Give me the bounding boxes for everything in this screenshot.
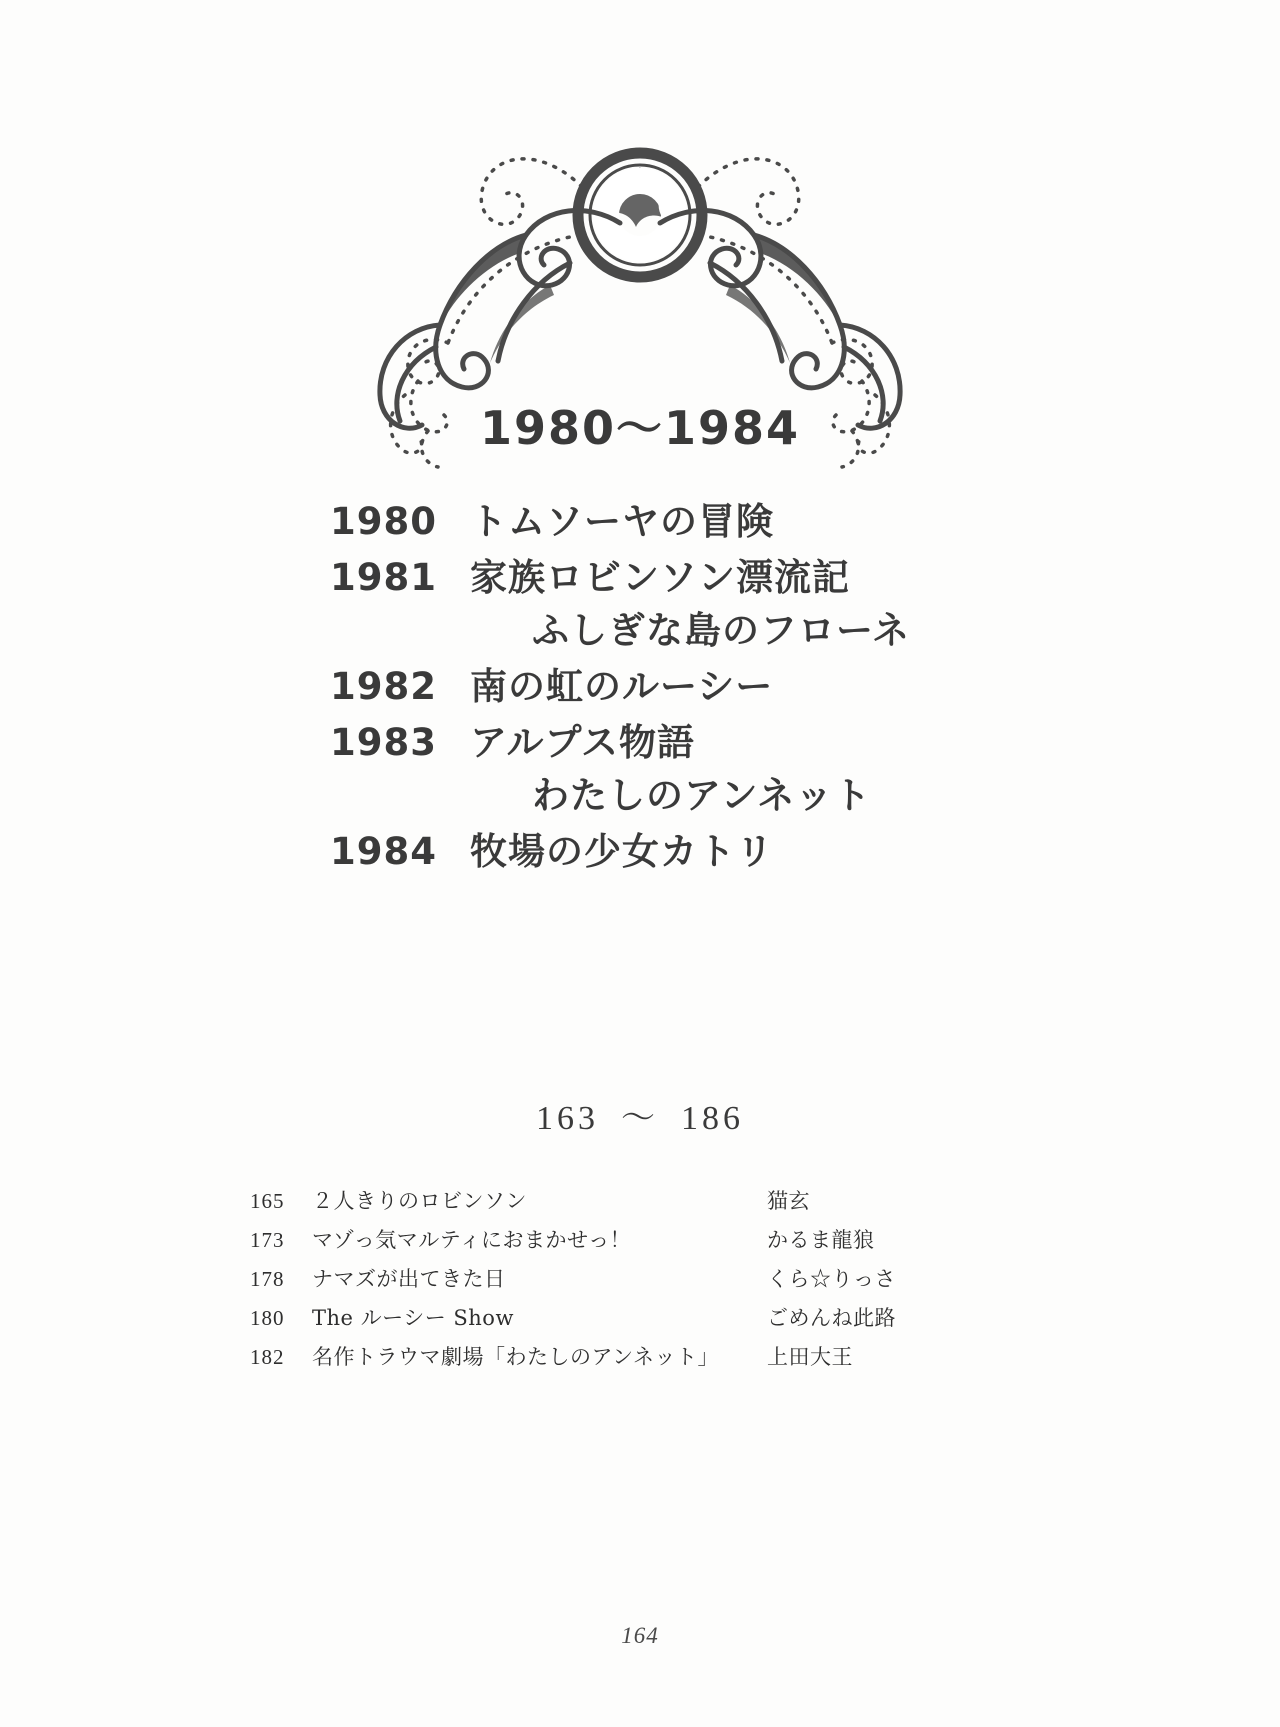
era-title: 1980〜1984 (479, 401, 801, 455)
entry-page-number: 173 (250, 1228, 285, 1252)
entry-title: 名作トラウマ劇場「わたしのアンネット」 (312, 1345, 720, 1369)
entry-author: くら☆りっさ (767, 1267, 896, 1291)
entry-page-number: 178 (250, 1267, 285, 1291)
series-year: 1984 (330, 829, 437, 873)
series-year: 1983 (330, 720, 437, 764)
entry-page-number: 182 (250, 1345, 285, 1369)
series-title: 南の虹のルーシー (470, 664, 774, 708)
series-row (330, 660, 1030, 714)
series-titles (470, 495, 1030, 549)
contents-table (250, 1185, 1030, 1380)
entry-title: マゾっ気マルティにおまかせっ！ (312, 1228, 632, 1252)
entry-title: ナマズが出てきた日 (312, 1267, 506, 1291)
entry-title: ２人きりのロビンソン (312, 1189, 527, 1213)
series-subtitle: ふしぎな島のフローネ (532, 609, 911, 653)
table-row (250, 1224, 1030, 1254)
series-row (330, 551, 1030, 658)
table-row (250, 1185, 1030, 1215)
series-title: アルプス物語 (470, 720, 696, 764)
series-titles (470, 716, 1030, 823)
table-row (250, 1302, 1030, 1332)
series-year: 1980 (330, 500, 437, 543)
entry-title: The ルーシー Show (312, 1306, 514, 1330)
series-year: 1982 (330, 664, 437, 708)
page-range-from: 163 (536, 1100, 599, 1137)
series-titles (470, 551, 1030, 658)
table-row (250, 1263, 1030, 1293)
entry-author: ごめんね此路 (767, 1306, 896, 1330)
series-list (330, 495, 1030, 880)
entry-author: 上田大王 (767, 1345, 853, 1369)
page-range-to: 186 (681, 1100, 744, 1137)
series-row (330, 716, 1030, 823)
series-subtitle: わたしのアンネット (532, 774, 872, 818)
series-row (330, 825, 1030, 879)
series-titles (470, 660, 1030, 714)
entry-author: 猫玄 (767, 1189, 810, 1213)
page-range-separator: 〜 (621, 1098, 659, 1138)
entry-page-number: 180 (250, 1306, 285, 1330)
series-title: 家族ロビンソン漂流記 (470, 555, 850, 599)
series-titles (470, 825, 1030, 879)
series-title: 牧場の少女カトリ (470, 829, 774, 873)
folio-page-number: 164 (621, 1623, 659, 1648)
series-title: トムソーヤの冒険 (470, 500, 774, 543)
series-row (330, 495, 1030, 549)
entry-author: かるま龍狼 (767, 1228, 875, 1252)
entry-page-number: 165 (250, 1189, 285, 1213)
page-range (0, 1090, 1280, 1139)
table-row (250, 1341, 1030, 1371)
series-year: 1981 (330, 555, 437, 599)
